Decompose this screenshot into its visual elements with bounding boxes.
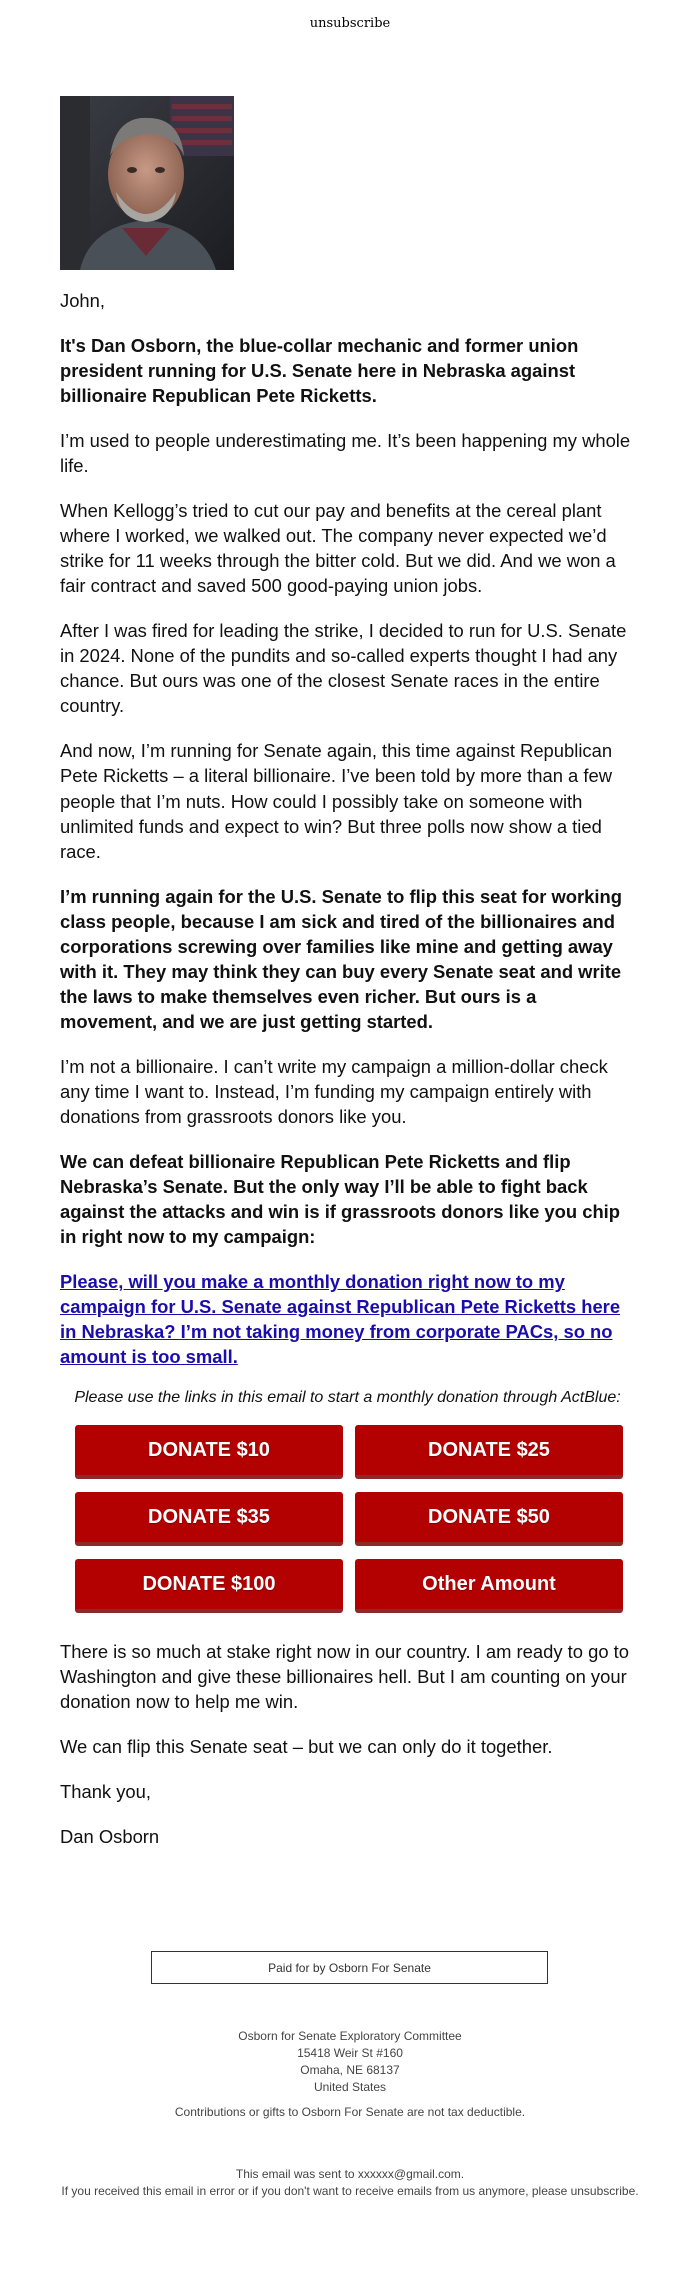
donate-100-button[interactable]: DONATE $100 <box>75 1559 343 1613</box>
signature: Dan Osborn <box>60 1826 160 1848</box>
sent-to-suffix: . <box>460 2167 465 2181</box>
donate-button-grid <box>75 1425 635 1613</box>
tax-deductibility-note: Contributions or gifts to Osborn For Senate are not tax deductible. <box>174 2105 526 2119</box>
unsubscribe-link[interactable]: unsubscribe <box>309 16 391 31</box>
emphasis-paragraph: We can defeat billionaire Republican Pete Ricketts and flip Nebraska’s Senate. But the only way I’ll be able to fight back against the attacks and win is if grassroots donors like you chip in right now to my campaign: <box>60 1150 621 1247</box>
body-paragraph: After I was fired for leading the strike, I decided to run for U.S. Senate in 2024. None of the pundits and so-called experts thought I had any chance. But ours was one of the closest Senate races in the entire country. <box>60 620 627 717</box>
salutation: John, <box>60 290 105 311</box>
body-paragraph: When Kellogg’s tried to cut our pay and benefits at the cereal plant where I worked, we walked out. The company never expected we’d strike for 11 weeks through the bitter cold. But we did. And we won a fair contract and saved 500 good-paying union jobs. <box>60 500 616 597</box>
email-body <box>60 96 635 1869</box>
donate-10-button[interactable]: DONATE $10 <box>75 1425 343 1479</box>
candidate-photo <box>60 96 234 270</box>
address-line: Omaha, NE 68137 <box>300 2063 400 2077</box>
body-paragraph: And now, I’m running for Senate again, this time against Republican Pete Ricketts – a literal billionaire. I’ve been told by more than a few people that I’m nuts. How could I possibly take on someone with unlimited funds and expect to win? But three polls now show a tied race. <box>60 740 613 862</box>
body-paragraph: I’m used to people underestimating me. It’s been happening my whole life. <box>60 430 631 477</box>
closing: Thank you, <box>60 1781 151 1803</box>
ask-paragraph <box>60 1269 635 1369</box>
mailing-address <box>0 2028 700 2096</box>
sent-to-prefix: This email was sent to <box>235 2167 355 2181</box>
address-line: United States <box>313 2080 387 2094</box>
paid-for-disclaimer: Paid for by Osborn For Senate <box>151 1951 548 1984</box>
donate-50-button[interactable]: DONATE $50 <box>355 1492 623 1546</box>
error-unsubscribe-note: If you received this email in error or if you don't want to receive emails from us anymore, please unsubscribe. <box>61 2184 639 2198</box>
donate-25-button[interactable]: DONATE $25 <box>355 1425 623 1479</box>
donation-instructions: Please use the links in this email to start a monthly donation through ActBlue: <box>74 1389 621 1407</box>
donate-35-button[interactable]: DONATE $35 <box>75 1492 343 1546</box>
monthly-donation-link[interactable]: Please, will you make a monthly donation right now to my campaign for U.S. Senate against Republican Pete Ricketts here in Nebraska? I’m not taking money from corporate PACs, so no amount is too small. <box>60 1271 621 1368</box>
intro-paragraph: It's Dan Osborn, the blue-collar mechanic and former union president running for U.S. Senate here in Nebraska against billionaire Republican Pete Ricketts. <box>60 335 579 407</box>
sent-to-line <box>0 2166 700 2183</box>
donate-other-amount-button[interactable]: Other Amount <box>355 1559 623 1613</box>
recipient-notice <box>0 2166 700 2200</box>
body-paragraph: There is so much at stake right now in our country. I am ready to go to Washington and give these billionaires hell. But I am counting on your donation now to help me win. <box>60 1641 630 1713</box>
body-paragraph: We can flip this Senate seat – but we can only do it together. <box>60 1736 553 1758</box>
address-line: 15418 Weir St #160 <box>297 2046 403 2060</box>
recipient-email-link[interactable]: xxxxxx@gmail.com <box>357 2167 461 2181</box>
address-line: Osborn for Senate Exploratory Committee <box>238 2029 462 2043</box>
emphasis-paragraph: I’m running again for the U.S. Senate to flip this seat for working class people, because I am sick and tired of the billionaires and corporations screwing over families like mine and getting away with it. They may think they can buy every Senate seat and write the laws to make themselves even richer. But ours is a movement, and we are just getting started. <box>60 885 622 1032</box>
body-paragraph: I’m not a billionaire. I can’t write my campaign a million-dollar check any time I want to. Instead, I’m funding my campaign entirely with donations from grassroots donors like you. <box>60 1055 608 1127</box>
